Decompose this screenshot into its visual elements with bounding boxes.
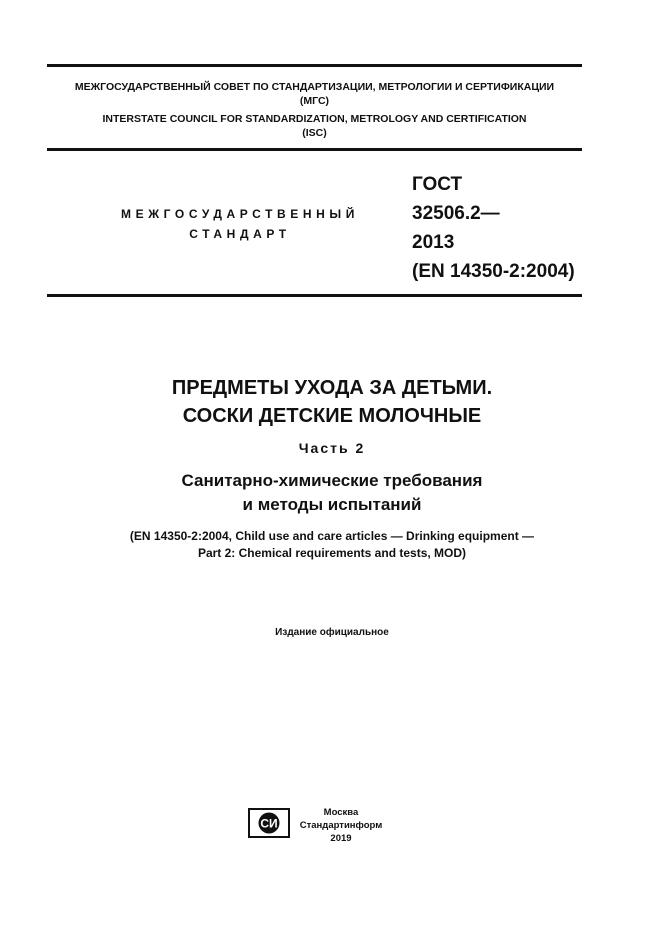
- international-line1: (EN 14350-2:2004, Child use and care articles — Drinking equipment —: [129, 529, 535, 543]
- standard-type-line1: МЕЖГОСУДАРСТВЕННЫЙ: [121, 207, 359, 221]
- international-line2: Part 2: Chemical requirements and tests, MOD): [197, 546, 467, 560]
- title-line2: СОСКИ ДЕТСКИЕ МОЛОЧНЫЕ: [182, 405, 482, 427]
- designation-prefix: ГОСТ: [412, 174, 463, 195]
- lower-rule: [47, 294, 582, 297]
- edition-note: Издание официальное: [275, 627, 389, 638]
- standard-type: [90, 204, 390, 244]
- council-name-en: [47, 112, 582, 140]
- council-en-abbrev: (ISC): [302, 127, 327, 139]
- designation-number: 32506.2—: [412, 203, 500, 224]
- document-subtitle: [47, 469, 617, 517]
- standard-type-line2: СТАНДАРТ: [189, 227, 291, 241]
- imprint-year: 2019: [330, 833, 352, 844]
- council-ru-line1: МЕЖГОСУДАРСТВЕННЫЙ СОВЕТ ПО СТАНДАРТИЗАЦИИ, МЕТРОЛОГИИ И СЕРТИФИКАЦИИ: [74, 81, 555, 93]
- part-number: Часть 2: [298, 440, 366, 456]
- imprint-city: Москва: [323, 807, 359, 818]
- designation-year: 2013: [412, 232, 455, 253]
- logo-text: СИ: [260, 816, 278, 831]
- council-name-ru: [47, 80, 582, 108]
- subtitle-line1: Санитарно-химические требования: [181, 471, 483, 490]
- middle-rule: [47, 148, 582, 151]
- standard-designation: [412, 170, 575, 286]
- standartinform-logo-icon: [248, 808, 290, 838]
- international-reference: [47, 528, 617, 562]
- subtitle-line2: и методы испытаний: [242, 495, 422, 514]
- council-en-line1: INTERSTATE COUNCIL FOR STANDARDIZATION, METROLOGY AND CERTIFICATION: [102, 113, 527, 125]
- document-title: [47, 374, 617, 430]
- imprint: [296, 806, 386, 845]
- title-line1: ПРЕДМЕТЫ УХОДА ЗА ДЕТЬМИ.: [171, 377, 493, 399]
- imprint-publisher: Стандартинформ: [299, 820, 383, 831]
- council-ru-abbrev: (МГС): [299, 95, 330, 107]
- top-rule: [47, 64, 582, 67]
- designation-equivalent: (EN 14350-2:2004): [412, 261, 575, 282]
